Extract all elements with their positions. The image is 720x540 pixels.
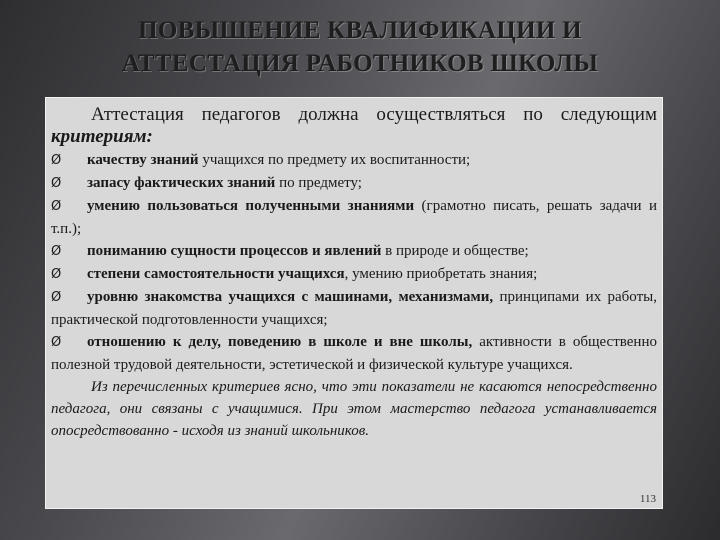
item-text: по предмету; xyxy=(275,175,362,191)
title-line-1: ПОВЫШЕНИЕ КВАЛИФИКАЦИИ И xyxy=(138,17,582,44)
list-item xyxy=(51,149,657,172)
arrow-bullet-icon: Ø xyxy=(51,153,62,168)
list-item xyxy=(51,195,657,240)
item-text: (грамотно писать, решать задачи и т.п.); xyxy=(51,198,657,237)
list-item xyxy=(51,172,657,195)
arrow-bullet-icon: Ø xyxy=(51,290,62,305)
item-bold-text: качеству знаний xyxy=(87,152,199,168)
item-text: в природе и обществе; xyxy=(381,243,529,259)
slide-title xyxy=(0,14,720,80)
item-text: принципами их работы, практической подготовленности учащихся; xyxy=(51,289,657,328)
item-bold-text: отношению к делу, поведению в школе и вне школы, xyxy=(87,334,473,350)
closing-paragraph: Из перечисленных критериев ясно, что эти показатели не касаются непосредственно педагога, они связаны с учащимися. При этом мастерство педагога устанавливается опосредствованно - исходя из знаний школьников. xyxy=(51,379,657,439)
item-text: , умению приобретать знания; xyxy=(344,266,538,282)
item-bold-text: уровню знакомства учащихся с машинами, механизмами, xyxy=(87,289,494,305)
item-bold-text: пониманию сущности процессов и явлений xyxy=(87,243,382,259)
item-bold-text: степени самостоятельности учащихся xyxy=(87,266,345,282)
page-number: 113 xyxy=(639,493,656,505)
item-text: активности в общественно полезной трудовой деятельности, эстетической и физической культуре учащихся. xyxy=(51,334,657,373)
arrow-bullet-icon: Ø xyxy=(51,244,62,259)
criteria-word: критериям: xyxy=(51,126,153,147)
lead-paragraph xyxy=(51,104,657,148)
title-line-2: АТТЕСТАЦИЯ РАБОТНИКОВ ШКОЛЫ xyxy=(121,50,599,77)
content-panel xyxy=(45,97,663,509)
list-item xyxy=(51,286,657,331)
lead-text: Аттестация педагогов должна осуществляться по следующим xyxy=(91,104,657,125)
list-item xyxy=(51,263,657,286)
arrow-bullet-icon: Ø xyxy=(51,335,62,350)
arrow-bullet-icon: Ø xyxy=(51,267,62,282)
item-text: учащихся по предмету их воспитанности; xyxy=(198,152,471,168)
arrow-bullet-icon: Ø xyxy=(51,199,62,214)
item-bold-text: запасу фактических знаний xyxy=(87,175,276,191)
list-item xyxy=(51,331,657,376)
list-item xyxy=(51,240,657,263)
item-bold-text: умению пользоваться полученными знаниями xyxy=(87,198,415,214)
criteria-list xyxy=(51,149,657,376)
arrow-bullet-icon: Ø xyxy=(51,176,62,191)
